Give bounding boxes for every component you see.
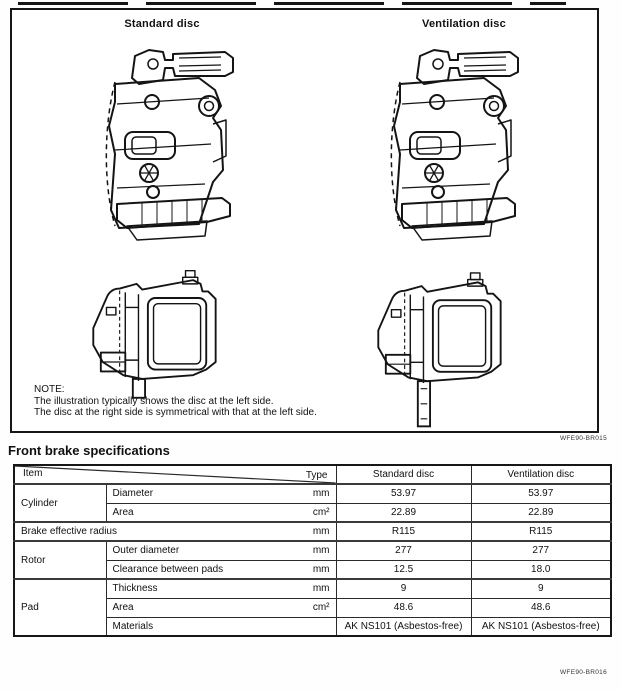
item-label: Clearance between pads bbox=[112, 563, 224, 575]
note-line-2: The disc at the right side is symmetrical with that at the left side. bbox=[34, 407, 317, 418]
figure-note bbox=[34, 384, 317, 419]
column-header-standard-disc: Standard disc bbox=[336, 465, 471, 484]
value-ventilation: AK NS101 (Asbestos-free) bbox=[471, 617, 611, 636]
value-ventilation: 53.97 bbox=[471, 484, 611, 503]
figure-reference-code: WFE90-BR015 bbox=[559, 435, 607, 442]
note-line-1: The illustration typically shows the disc at the left side. bbox=[34, 395, 274, 407]
value-ventilation: 9 bbox=[471, 579, 611, 598]
unit-label: mm bbox=[312, 526, 330, 537]
group-cell-cylinder: Cylinder bbox=[14, 484, 106, 522]
item-cell-brake-effective-radius bbox=[14, 522, 336, 541]
front-brake-specifications-table bbox=[13, 464, 612, 637]
value-ventilation: R115 bbox=[471, 522, 611, 541]
column-header-ventilation-disc: Ventilation disc bbox=[471, 465, 611, 484]
section-heading: Front brake specifications bbox=[8, 443, 170, 458]
ventilation-disc-label: Ventilation disc bbox=[422, 18, 506, 30]
group-cell-pad: Pad bbox=[14, 579, 106, 636]
note-title: NOTE: bbox=[34, 384, 65, 395]
unit-label: cm² bbox=[312, 602, 330, 613]
table-row bbox=[14, 541, 611, 560]
item-label: Area bbox=[112, 506, 134, 518]
scan-artifact-line bbox=[18, 2, 566, 5]
value-standard: 22.89 bbox=[336, 503, 471, 522]
value-standard: 277 bbox=[336, 541, 471, 560]
diagonal-divider-line bbox=[15, 466, 336, 483]
table-row bbox=[14, 579, 611, 598]
diagonal-header-cell bbox=[14, 465, 336, 484]
value-ventilation: 22.89 bbox=[471, 503, 611, 522]
standard-disc-label: Standard disc bbox=[124, 18, 200, 30]
standard-disc-caliper-front-illustration bbox=[87, 40, 237, 250]
value-standard: R115 bbox=[336, 522, 471, 541]
item-cell bbox=[106, 579, 336, 598]
ventilation-disc-caliper-front-illustration bbox=[372, 40, 522, 250]
value-standard: 48.6 bbox=[336, 598, 471, 617]
table-header-row bbox=[14, 465, 611, 484]
header-type-label: Type bbox=[305, 470, 328, 481]
value-standard: 12.5 bbox=[336, 560, 471, 579]
table-reference-code: WFE90-BR016 bbox=[559, 669, 607, 676]
item-cell bbox=[106, 560, 336, 579]
item-label: Diameter bbox=[112, 488, 154, 500]
value-standard: 9 bbox=[336, 579, 471, 598]
item-label: Brake effective radius bbox=[21, 526, 117, 537]
group-cell-rotor: Rotor bbox=[14, 541, 106, 579]
value-standard: AK NS101 (Asbestos-free) bbox=[336, 617, 471, 636]
item-label: Materials bbox=[112, 620, 154, 632]
brake-illustration-panel bbox=[10, 8, 599, 433]
item-cell bbox=[106, 503, 336, 522]
header-item-label: Item bbox=[23, 468, 43, 479]
unit-label: mm bbox=[312, 583, 330, 595]
item-label: Thickness bbox=[112, 583, 158, 595]
item-cell bbox=[106, 541, 336, 560]
item-cell bbox=[106, 484, 336, 503]
value-ventilation: 18.0 bbox=[471, 560, 611, 579]
item-label: Area bbox=[112, 602, 134, 613]
unit-label: cm² bbox=[312, 506, 330, 518]
value-standard: 53.97 bbox=[336, 484, 471, 503]
item-label: Outer diameter bbox=[112, 545, 180, 557]
unit-label: mm bbox=[312, 545, 330, 557]
table-row bbox=[14, 484, 611, 503]
ventilation-disc-caliper-side-illustration bbox=[367, 272, 527, 432]
table-row bbox=[14, 522, 611, 541]
value-ventilation: 48.6 bbox=[471, 598, 611, 617]
item-cell bbox=[106, 598, 336, 617]
unit-label: mm bbox=[312, 488, 330, 500]
value-ventilation: 277 bbox=[471, 541, 611, 560]
item-cell bbox=[106, 617, 336, 636]
unit-label: mm bbox=[312, 563, 330, 575]
